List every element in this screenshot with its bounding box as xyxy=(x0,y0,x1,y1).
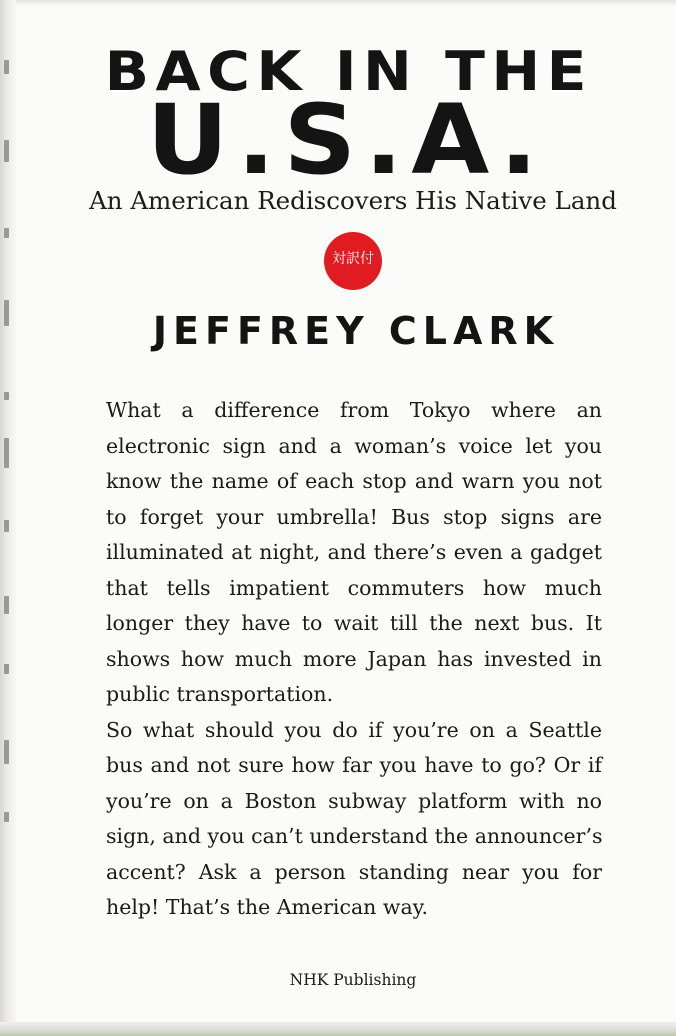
cover-blurb xyxy=(106,393,602,926)
spine-mark xyxy=(4,228,9,238)
publisher-name: NHK Publishing xyxy=(289,971,417,989)
blurb-line: accent? Ask a person standing near you for xyxy=(106,859,602,884)
subtitle: An American Rediscovers His Native Land xyxy=(89,186,617,215)
blurb-paragraph-1 xyxy=(106,393,602,713)
blurb-line: What a difference from Tokyo where an xyxy=(106,398,602,422)
blurb-line: illuminated at night, and there’s even a gadget xyxy=(106,540,602,564)
cover-bottom-edge xyxy=(0,1022,676,1036)
blurb-line: shows how much more Japan has invested in xyxy=(106,646,602,671)
spine-mark xyxy=(4,596,9,614)
title-line-2: U.S.A. xyxy=(146,84,547,196)
author-name: JEFFREY CLARK xyxy=(152,309,560,353)
bilingual-badge xyxy=(324,232,382,290)
spine-mark xyxy=(4,438,9,468)
spine-mark xyxy=(4,392,9,400)
spine-mark xyxy=(4,520,9,532)
spine-mark xyxy=(4,740,9,764)
blurb-line: electronic sign and a woman’s voice let you xyxy=(106,433,602,458)
spine-mark xyxy=(4,812,9,822)
blurb-line: So what should you do if you’re on a Seattle xyxy=(106,717,602,742)
cover-top-edge xyxy=(0,0,676,6)
blurb-line: longer they have to wait till the next bus. It xyxy=(106,611,602,635)
bilingual-badge-label: 対訳付 xyxy=(332,251,374,267)
blurb-line: know the name of each stop and warn you not xyxy=(106,469,602,493)
blurb-paragraph-2 xyxy=(106,713,602,926)
blurb-line: help! That’s the American way. xyxy=(106,895,429,919)
spine-mark xyxy=(4,664,9,674)
blurb-line: bus and not sure how far you have to go? Or if xyxy=(106,753,602,777)
title-line-1: BACK IN THE xyxy=(104,40,593,103)
blurb-line: you’re on a Boston subway platform with no xyxy=(106,788,602,813)
blurb-line: public transportation. xyxy=(106,682,334,706)
blurb-line: that tells impatient commuters how much xyxy=(106,575,602,600)
blurb-line: to forget your umbrella! Bus stop signs are xyxy=(106,504,602,529)
blurb-line: sign, and you can’t understand the announcer’s xyxy=(106,824,603,848)
